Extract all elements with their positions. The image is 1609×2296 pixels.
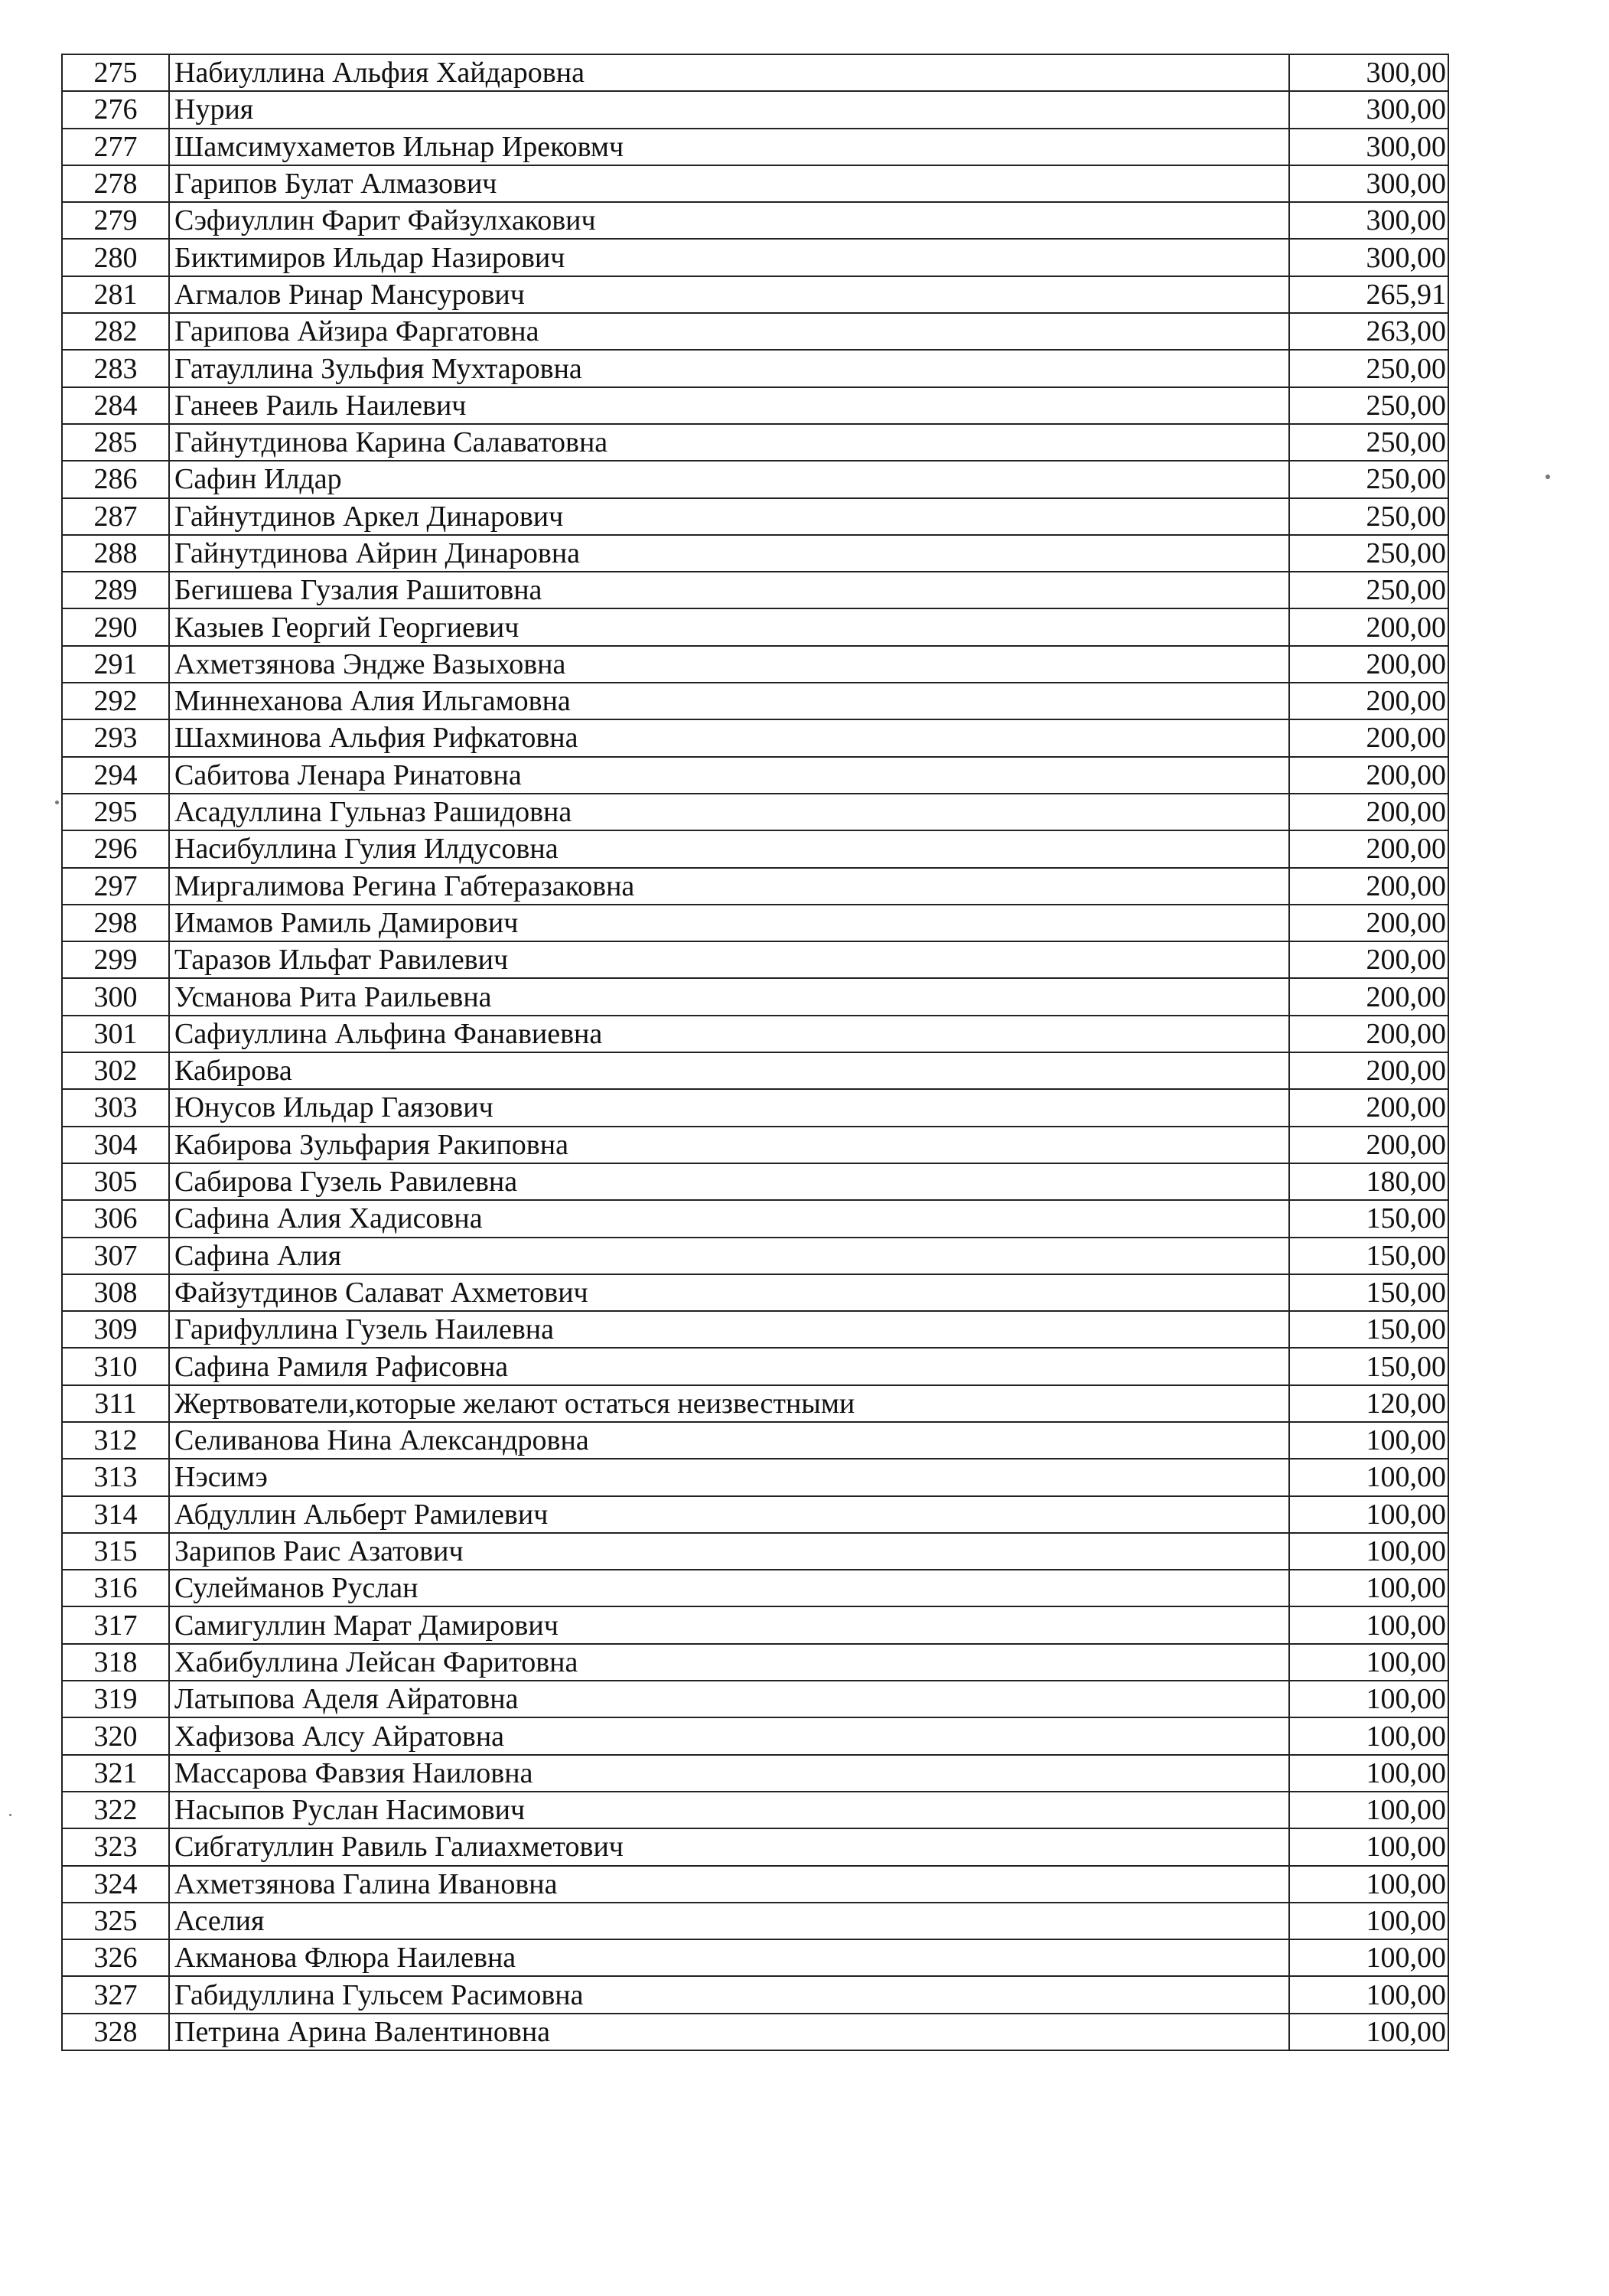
donor-name: Ахметзянова Эндже Вазыховна [169,646,1289,683]
table-row [62,757,1448,794]
row-number: 275 [62,54,169,91]
row-number: 307 [62,1238,169,1274]
donation-amount: 200,00 [1289,905,1448,941]
donation-amount: 200,00 [1289,794,1448,830]
row-number: 293 [62,719,169,756]
donation-amount: 150,00 [1289,1348,1448,1384]
donor-name: Агмалов Ринар Мансурович [169,276,1289,313]
donor-name: Гарифуллина Гузель Наилевна [169,1311,1289,1348]
donor-name: Набиуллина Альфия Хайдаровна [169,54,1289,91]
row-number: 282 [62,313,169,350]
donation-amount: 100,00 [1289,1606,1448,1643]
donation-amount: 120,00 [1289,1385,1448,1422]
table-row [62,1238,1448,1274]
donor-name: Сафина Алия [169,1238,1289,1274]
table-row [62,1570,1448,1606]
table-row [62,1976,1448,2013]
donor-name: Усманова Рита Раильевна [169,978,1289,1015]
row-number: 286 [62,461,169,497]
row-number: 302 [62,1052,169,1089]
table-row [62,719,1448,756]
donor-name: Нурия [169,91,1289,128]
row-number: 298 [62,905,169,941]
donation-amount: 100,00 [1289,1496,1448,1533]
row-number: 323 [62,1828,169,1865]
donor-name: Петрина Арина Валентиновна [169,2014,1289,2050]
donation-amount: 100,00 [1289,1866,1448,1903]
donor-name: Казыев Георгий Георгиевич [169,608,1289,645]
donor-name: Таразов Ильфат Равилевич [169,941,1289,978]
table-row [62,1681,1448,1717]
row-number: 310 [62,1348,169,1384]
donation-amount: 250,00 [1289,535,1448,572]
donor-name: Селиванова Нина Александровна [169,1422,1289,1459]
donation-amount: 200,00 [1289,978,1448,1015]
scan-speck [55,801,59,804]
donor-name: Сабирова Гузель Равилевна [169,1163,1289,1200]
donation-amount: 250,00 [1289,387,1448,424]
row-number: 288 [62,535,169,572]
donor-name: Самигуллин Марат Дамирович [169,1606,1289,1643]
donation-amount: 100,00 [1289,1939,1448,1976]
donor-name: Гатауллина Зульфия Мухтаровна [169,350,1289,386]
donor-name: Латыпова Аделя Айратовна [169,1681,1289,1717]
row-number: 299 [62,941,169,978]
donation-amount: 200,00 [1289,1052,1448,1089]
row-number: 324 [62,1866,169,1903]
donor-table-body [62,54,1448,2050]
row-number: 322 [62,1792,169,1828]
row-number: 283 [62,350,169,386]
row-number: 309 [62,1311,169,1348]
table-row [62,1866,1448,1903]
table-row [62,1127,1448,1163]
table-row [62,129,1448,165]
table-row [62,202,1448,239]
donor-name: Шамсимухаметов Ильнар Ирековмч [169,129,1289,165]
row-number: 276 [62,91,169,128]
donation-amount: 200,00 [1289,1127,1448,1163]
table-row [62,1496,1448,1533]
donor-name: Гайнутдинов Аркел Динарович [169,498,1289,535]
donor-name: Кабирова [169,1052,1289,1089]
table-row [62,1939,1448,1976]
donation-amount: 200,00 [1289,719,1448,756]
donor-name: Сабитова Ленара Ринатовна [169,757,1289,794]
donation-amount: 100,00 [1289,1459,1448,1495]
donation-amount: 100,00 [1289,1681,1448,1717]
donation-amount: 250,00 [1289,424,1448,461]
donor-name: Габидуллина Гульсем Расимовна [169,1976,1289,2013]
scan-speck [9,1814,11,1816]
table-row [62,1311,1448,1348]
donation-amount: 100,00 [1289,2014,1448,2050]
donor-name: Хафизова Алсу Айратовна [169,1717,1289,1754]
row-number: 315 [62,1533,169,1570]
row-number: 312 [62,1422,169,1459]
table-row [62,794,1448,830]
donation-amount: 250,00 [1289,461,1448,497]
donor-name: Абдуллин Альберт Рамилевич [169,1496,1289,1533]
table-row [62,868,1448,905]
table-row [62,54,1448,91]
donation-amount: 300,00 [1289,165,1448,202]
donation-amount: 100,00 [1289,1717,1448,1754]
table-row [62,91,1448,128]
donor-table [61,54,1449,2051]
donor-name: Хабибуллина Лейсан Фаритовна [169,1644,1289,1681]
donation-amount: 300,00 [1289,239,1448,276]
row-number: 290 [62,608,169,645]
donor-name: Жертвователи,которые желают остаться неизвестными [169,1385,1289,1422]
donation-amount: 100,00 [1289,1533,1448,1570]
row-number: 321 [62,1755,169,1792]
donor-name: Биктимиров Ильдар Назирович [169,239,1289,276]
row-number: 280 [62,239,169,276]
table-row [62,461,1448,497]
table-row [62,498,1448,535]
donor-name: Сафина Рамиля Рафисовна [169,1348,1289,1384]
donation-amount: 150,00 [1289,1274,1448,1311]
table-row [62,608,1448,645]
table-row [62,1903,1448,1939]
donor-name: Насибуллина Гулия Илдусовна [169,830,1289,867]
donor-name: Бегишева Гузалия Рашитовна [169,572,1289,608]
table-row [62,1089,1448,1126]
donor-name: Ганеев Раиль Наилевич [169,387,1289,424]
donor-name: Насыпов Руслан Насимович [169,1792,1289,1828]
row-number: 320 [62,1717,169,1754]
row-number: 328 [62,2014,169,2050]
donation-amount: 100,00 [1289,1792,1448,1828]
donor-name: Кабирова Зульфария Ракиповна [169,1127,1289,1163]
scan-speck [1545,475,1550,479]
table-row [62,941,1448,978]
row-number: 327 [62,1976,169,2013]
donation-amount: 300,00 [1289,202,1448,239]
donation-amount: 200,00 [1289,757,1448,794]
donor-name: Миргалимова Регина Габтеразаковна [169,868,1289,905]
row-number: 314 [62,1496,169,1533]
donor-name: Акманова Флюра Наилевна [169,1939,1289,1976]
table-row [62,350,1448,386]
donation-amount: 200,00 [1289,646,1448,683]
donation-amount: 150,00 [1289,1311,1448,1348]
donation-amount: 100,00 [1289,1422,1448,1459]
row-number: 277 [62,129,169,165]
row-number: 313 [62,1459,169,1495]
donation-amount: 250,00 [1289,572,1448,608]
row-number: 311 [62,1385,169,1422]
table-row [62,1717,1448,1754]
row-number: 319 [62,1681,169,1717]
table-row [62,1052,1448,1089]
table-row [62,1644,1448,1681]
donation-amount: 300,00 [1289,54,1448,91]
row-number: 301 [62,1016,169,1052]
row-number: 294 [62,757,169,794]
donor-name: Аселия [169,1903,1289,1939]
row-number: 278 [62,165,169,202]
table-row [62,978,1448,1015]
donor-name: Сибгатуллин Равиль Галиахметович [169,1828,1289,1865]
donor-name: Сулейманов Руслан [169,1570,1289,1606]
row-number: 326 [62,1939,169,1976]
donation-amount: 100,00 [1289,1644,1448,1681]
donor-name: Сэфиуллин Фарит Файзулхакович [169,202,1289,239]
donation-amount: 200,00 [1289,868,1448,905]
table-row [62,313,1448,350]
donor-name: Файзутдинов Салават Ахметович [169,1274,1289,1311]
donation-amount: 100,00 [1289,1570,1448,1606]
table-row [62,1422,1448,1459]
donation-amount: 100,00 [1289,1903,1448,1939]
table-row [62,683,1448,719]
table-row [62,1163,1448,1200]
row-number: 325 [62,1903,169,1939]
donor-name: Юнусов Ильдар Гаязович [169,1089,1289,1126]
donor-name: Миннеханова Алия Ильгамовна [169,683,1289,719]
table-row [62,1274,1448,1311]
row-number: 291 [62,646,169,683]
donation-amount: 200,00 [1289,683,1448,719]
table-row [62,1459,1448,1495]
table-row [62,1828,1448,1865]
table-row [62,1533,1448,1570]
table-row [62,2014,1448,2050]
row-number: 300 [62,978,169,1015]
donation-amount: 263,00 [1289,313,1448,350]
donor-name: Массарова Фавзия Наиловна [169,1755,1289,1792]
row-number: 297 [62,868,169,905]
table-row [62,1348,1448,1384]
table-row [62,646,1448,683]
row-number: 306 [62,1200,169,1237]
table-row [62,1385,1448,1422]
donor-name: Гарипов Булат Алмазович [169,165,1289,202]
donation-amount: 200,00 [1289,608,1448,645]
table-row [62,830,1448,867]
row-number: 287 [62,498,169,535]
row-number: 292 [62,683,169,719]
donor-name: Зарипов Раис Азатович [169,1533,1289,1570]
table-row [62,1792,1448,1828]
donor-name: Ахметзянова Галина Ивановна [169,1866,1289,1903]
row-number: 295 [62,794,169,830]
donation-amount: 300,00 [1289,129,1448,165]
row-number: 303 [62,1089,169,1126]
donation-amount: 150,00 [1289,1238,1448,1274]
row-number: 281 [62,276,169,313]
row-number: 318 [62,1644,169,1681]
table-row [62,1755,1448,1792]
row-number: 305 [62,1163,169,1200]
table-row [62,387,1448,424]
donation-amount: 150,00 [1289,1200,1448,1237]
row-number: 308 [62,1274,169,1311]
donation-amount: 100,00 [1289,1976,1448,2013]
donor-name: Сафина Алия Хадисовна [169,1200,1289,1237]
table-row [62,165,1448,202]
table-row [62,239,1448,276]
table-row [62,905,1448,941]
row-number: 304 [62,1127,169,1163]
table-row [62,1016,1448,1052]
row-number: 279 [62,202,169,239]
donor-name: Сафиуллина Альфина Фанавиевна [169,1016,1289,1052]
donor-name: Шахминова Альфия Рифкатовна [169,719,1289,756]
table-row [62,1606,1448,1643]
donation-amount: 265,91 [1289,276,1448,313]
row-number: 285 [62,424,169,461]
donor-name: Асадуллина Гульназ Рашидовна [169,794,1289,830]
donation-amount: 200,00 [1289,941,1448,978]
donation-amount: 300,00 [1289,91,1448,128]
row-number: 316 [62,1570,169,1606]
table-row [62,1200,1448,1237]
donor-name: Гайнутдинова Карина Салаватовна [169,424,1289,461]
donation-amount: 200,00 [1289,1016,1448,1052]
donation-amount: 180,00 [1289,1163,1448,1200]
table-row [62,572,1448,608]
donor-name: Сафин Илдар [169,461,1289,497]
donor-name: Гайнутдинова Айрин Динаровна [169,535,1289,572]
donor-name: Нэсимэ [169,1459,1289,1495]
donation-amount: 200,00 [1289,1089,1448,1126]
donation-amount: 250,00 [1289,350,1448,386]
row-number: 284 [62,387,169,424]
donor-name: Имамов Рамиль Дамирович [169,905,1289,941]
table-row [62,276,1448,313]
table-row [62,535,1448,572]
table-row [62,424,1448,461]
donation-amount: 200,00 [1289,830,1448,867]
donation-amount: 100,00 [1289,1755,1448,1792]
row-number: 289 [62,572,169,608]
donor-name: Гарипова Айзира Фаргатовна [169,313,1289,350]
row-number: 317 [62,1606,169,1643]
row-number: 296 [62,830,169,867]
donation-amount: 250,00 [1289,498,1448,535]
donation-amount: 100,00 [1289,1828,1448,1865]
